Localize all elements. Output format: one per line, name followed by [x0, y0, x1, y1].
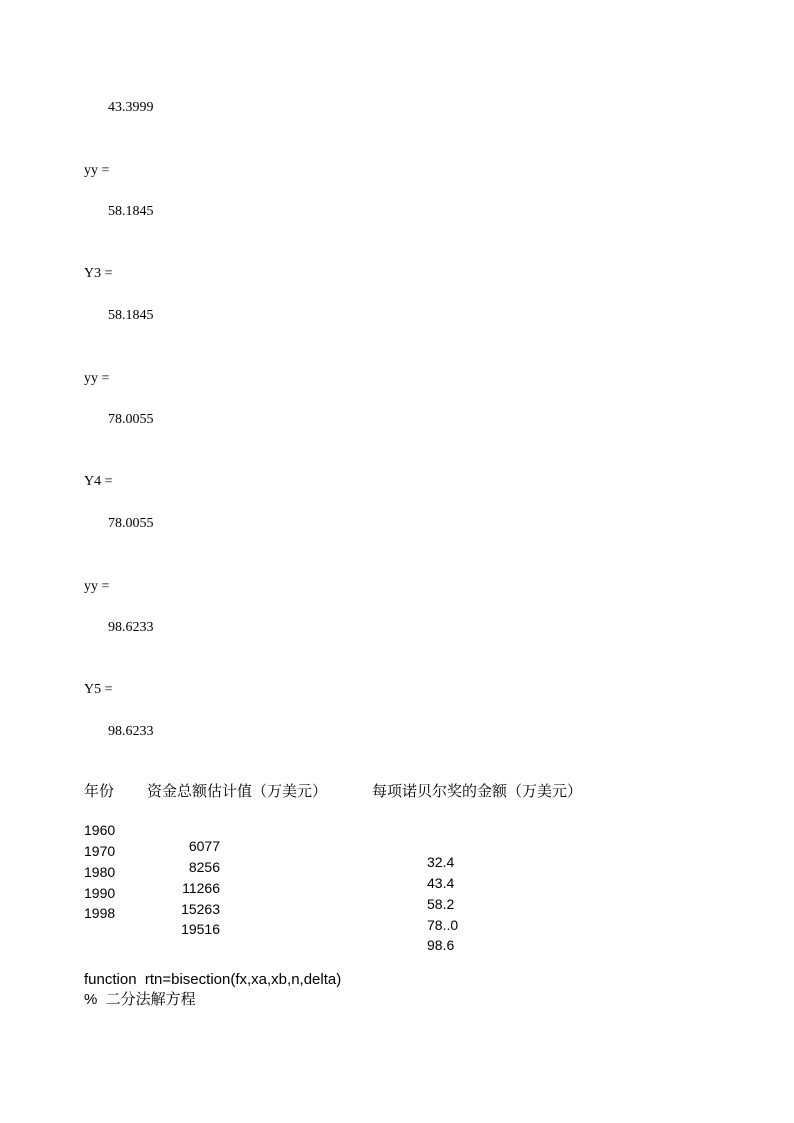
output-variable: yy =: [84, 579, 110, 594]
output-value: 43.3999: [108, 100, 154, 115]
output-value: 58.1845: [108, 204, 154, 219]
output-variable: Y3 =: [84, 266, 113, 281]
cell-prize: 32.4: [427, 854, 455, 870]
cell-prize: 43.4: [427, 875, 455, 891]
cell-year: 1980: [84, 864, 116, 880]
output-variable: yy =: [84, 163, 110, 178]
output-value: 98.6233: [108, 724, 154, 739]
cell-total: 6077: [188, 838, 220, 854]
output-variable: Y4 =: [84, 474, 113, 489]
output-variable: yy =: [84, 371, 110, 386]
code-comment: % 二分法解方程: [84, 991, 196, 1008]
cell-prize: 78..0: [427, 917, 459, 933]
output-value: 58.1845: [108, 308, 154, 323]
output-value: 78.0055: [108, 412, 154, 427]
output-value: 78.0055: [108, 516, 154, 531]
output-variable: Y5 =: [84, 682, 113, 697]
header-year: 年份: [84, 782, 115, 800]
cell-prize: 58.2: [427, 896, 455, 912]
cell-year: 1990: [84, 885, 116, 901]
cell-prize: 98.6: [427, 937, 455, 953]
function-signature: function rtn=bisection(fx,xa,xb,n,delta): [84, 971, 342, 988]
cell-total: 19516: [181, 921, 220, 937]
cell-year: 1998: [84, 905, 116, 921]
cell-total: 8256: [188, 859, 220, 875]
header-total-fund: 资金总额估计值（万美元）: [147, 782, 328, 800]
cell-year: 1960: [84, 822, 116, 838]
output-value: 98.6233: [108, 620, 154, 635]
header-prize-amount: 每项诺贝尔奖的金额（万美元）: [372, 782, 583, 800]
cell-total: 15263: [181, 901, 220, 917]
cell-total: 11266: [182, 880, 220, 896]
cell-year: 1970: [84, 843, 116, 859]
